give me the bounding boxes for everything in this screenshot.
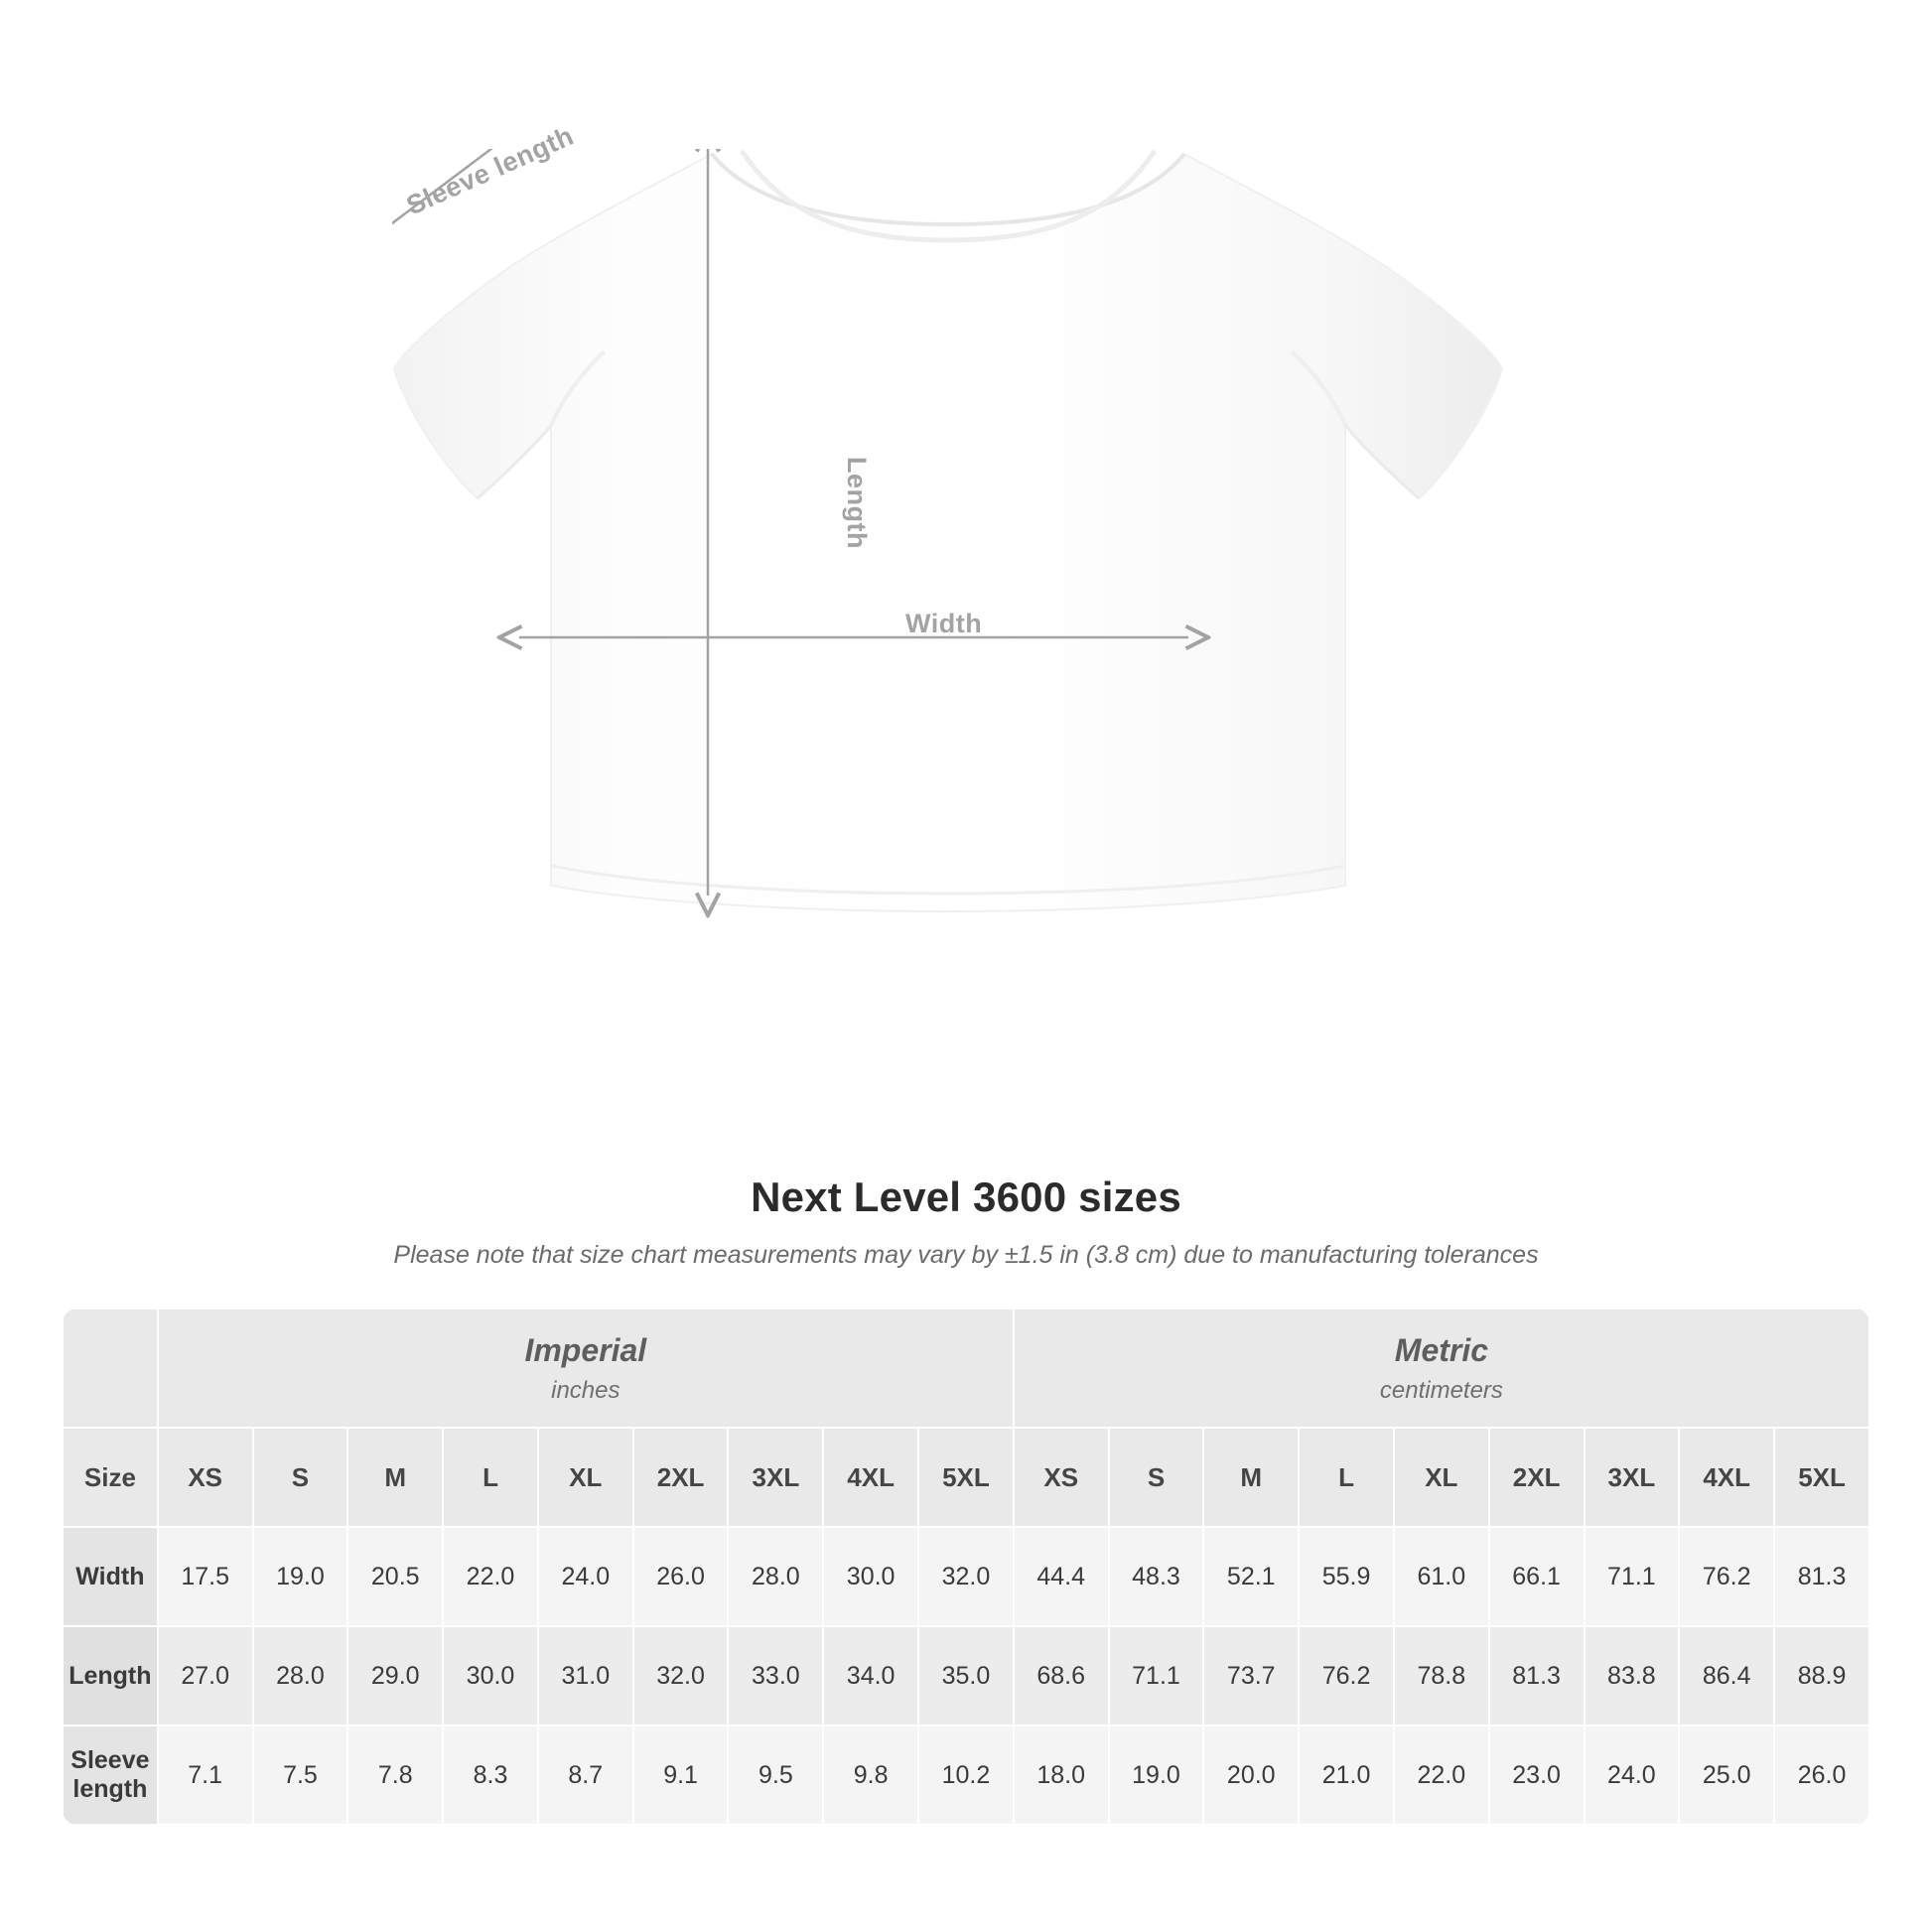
cell-sleeve-imperial-4xl: 9.8 bbox=[823, 1725, 918, 1825]
sleeve-length-label: Sleeve length bbox=[402, 120, 579, 221]
cell-width-imperial-4xl: 30.0 bbox=[823, 1527, 918, 1626]
cell-width-metric-5xl: 81.3 bbox=[1774, 1527, 1869, 1626]
cell-length-metric-3xl: 83.8 bbox=[1585, 1626, 1680, 1725]
column-header-imperial-s: S bbox=[253, 1428, 348, 1527]
cell-width-imperial-s: 19.0 bbox=[253, 1527, 348, 1626]
title-block bbox=[0, 1173, 1932, 1270]
cell-length-imperial-4xl: 34.0 bbox=[823, 1626, 918, 1725]
column-header-row bbox=[63, 1428, 1869, 1527]
cell-width-metric-2xl: 66.1 bbox=[1489, 1527, 1585, 1626]
cell-width-metric-l: 55.9 bbox=[1299, 1527, 1394, 1626]
tolerance-note: Please note that size chart measurements may vary by ±1.5 in (3.8 cm) due to manufacturing tolerances bbox=[393, 1241, 1539, 1269]
cell-width-metric-3xl: 71.1 bbox=[1585, 1527, 1680, 1626]
cell-sleeve-metric-xl: 22.0 bbox=[1394, 1725, 1489, 1825]
cell-sleeve-metric-m: 20.0 bbox=[1203, 1725, 1299, 1825]
cell-sleeve-imperial-l: 8.3 bbox=[443, 1725, 538, 1825]
cell-sleeve-metric-4xl: 25.0 bbox=[1679, 1725, 1774, 1825]
cell-length-imperial-s: 28.0 bbox=[253, 1626, 348, 1725]
cell-width-imperial-xl: 24.0 bbox=[538, 1527, 633, 1626]
cell-sleeve-imperial-m: 7.8 bbox=[347, 1725, 443, 1825]
column-header-imperial-4xl: 4XL bbox=[823, 1428, 918, 1527]
cell-width-imperial-2xl: 26.0 bbox=[633, 1527, 729, 1626]
column-header-imperial-2xl: 2XL bbox=[633, 1428, 729, 1527]
column-header-metric-4xl: 4XL bbox=[1679, 1428, 1774, 1527]
cell-sleeve-imperial-xl: 8.7 bbox=[538, 1725, 633, 1825]
size-table-wrapper bbox=[62, 1308, 1870, 1826]
column-header-metric-5xl: 5XL bbox=[1774, 1428, 1869, 1527]
cell-width-metric-m: 52.1 bbox=[1203, 1527, 1299, 1626]
row-label-width: Width bbox=[63, 1527, 158, 1626]
cell-sleeve-imperial-s: 7.5 bbox=[253, 1725, 348, 1825]
unit-metric-sub: centimeters bbox=[1379, 1376, 1503, 1404]
cell-length-metric-4xl: 86.4 bbox=[1679, 1626, 1774, 1725]
cell-width-imperial-l: 22.0 bbox=[443, 1527, 538, 1626]
cell-width-metric-xs: 44.4 bbox=[1014, 1527, 1109, 1626]
cell-length-imperial-xl: 31.0 bbox=[538, 1626, 633, 1725]
cell-sleeve-metric-s: 19.0 bbox=[1109, 1725, 1204, 1825]
column-header-imperial-xl: XL bbox=[538, 1428, 633, 1527]
cell-width-metric-4xl: 76.2 bbox=[1679, 1527, 1774, 1626]
cell-length-metric-2xl: 81.3 bbox=[1489, 1626, 1585, 1725]
unit-group-imperial bbox=[158, 1309, 1014, 1428]
cell-width-metric-xl: 61.0 bbox=[1394, 1527, 1489, 1626]
column-header-metric-s: S bbox=[1109, 1428, 1204, 1527]
cell-sleeve-metric-2xl: 23.0 bbox=[1489, 1725, 1585, 1825]
cell-length-imperial-m: 29.0 bbox=[347, 1626, 443, 1725]
cell-length-metric-xl: 78.8 bbox=[1394, 1626, 1489, 1725]
unit-imperial-sub: inches bbox=[551, 1376, 621, 1404]
column-header-metric-m: M bbox=[1203, 1428, 1299, 1527]
cell-sleeve-metric-xs: 18.0 bbox=[1014, 1725, 1109, 1825]
tshirt-svg bbox=[392, 149, 1544, 1142]
length-label: Length bbox=[842, 457, 872, 549]
column-header-imperial-3xl: 3XL bbox=[728, 1428, 823, 1527]
column-header-imperial-m: M bbox=[347, 1428, 443, 1527]
column-header-metric-xs: XS bbox=[1014, 1428, 1109, 1527]
tshirt-illustration bbox=[392, 149, 1544, 1142]
unit-imperial-name: Imperial bbox=[524, 1331, 647, 1368]
cell-width-metric-s: 48.3 bbox=[1109, 1527, 1204, 1626]
column-header-metric-l: L bbox=[1299, 1428, 1394, 1527]
size-table bbox=[62, 1308, 1870, 1826]
cell-width-imperial-3xl: 28.0 bbox=[728, 1527, 823, 1626]
row-label-length: Length bbox=[63, 1626, 158, 1725]
column-header-imperial-xs: XS bbox=[158, 1428, 253, 1527]
cell-length-imperial-3xl: 33.0 bbox=[728, 1626, 823, 1725]
cell-width-imperial-5xl: 32.0 bbox=[918, 1527, 1014, 1626]
cell-sleeve-metric-5xl: 26.0 bbox=[1774, 1725, 1869, 1825]
cell-sleeve-imperial-5xl: 10.2 bbox=[918, 1725, 1014, 1825]
cell-length-metric-l: 76.2 bbox=[1299, 1626, 1394, 1725]
cell-sleeve-imperial-2xl: 9.1 bbox=[633, 1725, 729, 1825]
cell-width-imperial-m: 20.5 bbox=[347, 1527, 443, 1626]
row-label-sleeve-length: Sleeve length bbox=[63, 1725, 158, 1825]
cell-sleeve-metric-l: 21.0 bbox=[1299, 1725, 1394, 1825]
cell-length-imperial-xs: 27.0 bbox=[158, 1626, 253, 1725]
cell-length-imperial-5xl: 35.0 bbox=[918, 1626, 1014, 1725]
column-header-imperial-l: L bbox=[443, 1428, 538, 1527]
column-header-metric-xl: XL bbox=[1394, 1428, 1489, 1527]
unit-group-row bbox=[63, 1309, 1869, 1428]
unit-group-metric bbox=[1014, 1309, 1869, 1428]
cell-length-metric-xs: 68.6 bbox=[1014, 1626, 1109, 1725]
cell-length-imperial-2xl: 32.0 bbox=[633, 1626, 729, 1725]
column-header-metric-3xl: 3XL bbox=[1585, 1428, 1680, 1527]
size-header-cell: Size bbox=[63, 1428, 158, 1527]
cell-length-metric-5xl: 88.9 bbox=[1774, 1626, 1869, 1725]
cell-width-imperial-xs: 17.5 bbox=[158, 1527, 253, 1626]
page-title: Next Level 3600 sizes bbox=[751, 1173, 1181, 1220]
cell-length-metric-s: 71.1 bbox=[1109, 1626, 1204, 1725]
cell-length-metric-m: 73.7 bbox=[1203, 1626, 1299, 1725]
column-header-metric-2xl: 2XL bbox=[1489, 1428, 1585, 1527]
width-label: Width bbox=[905, 609, 983, 638]
table-row bbox=[63, 1626, 1869, 1725]
cell-sleeve-imperial-3xl: 9.5 bbox=[728, 1725, 823, 1825]
column-header-imperial-5xl: 5XL bbox=[918, 1428, 1014, 1527]
size-table-body bbox=[63, 1309, 1869, 1825]
cell-sleeve-imperial-xs: 7.1 bbox=[158, 1725, 253, 1825]
cell-length-imperial-l: 30.0 bbox=[443, 1626, 538, 1725]
table-row bbox=[63, 1527, 1869, 1626]
table-row bbox=[63, 1725, 1869, 1825]
unit-metric-name: Metric bbox=[1394, 1331, 1489, 1368]
shirt-body bbox=[394, 154, 1502, 911]
cell-sleeve-metric-3xl: 24.0 bbox=[1585, 1725, 1680, 1825]
unit-group-spacer bbox=[63, 1309, 158, 1428]
